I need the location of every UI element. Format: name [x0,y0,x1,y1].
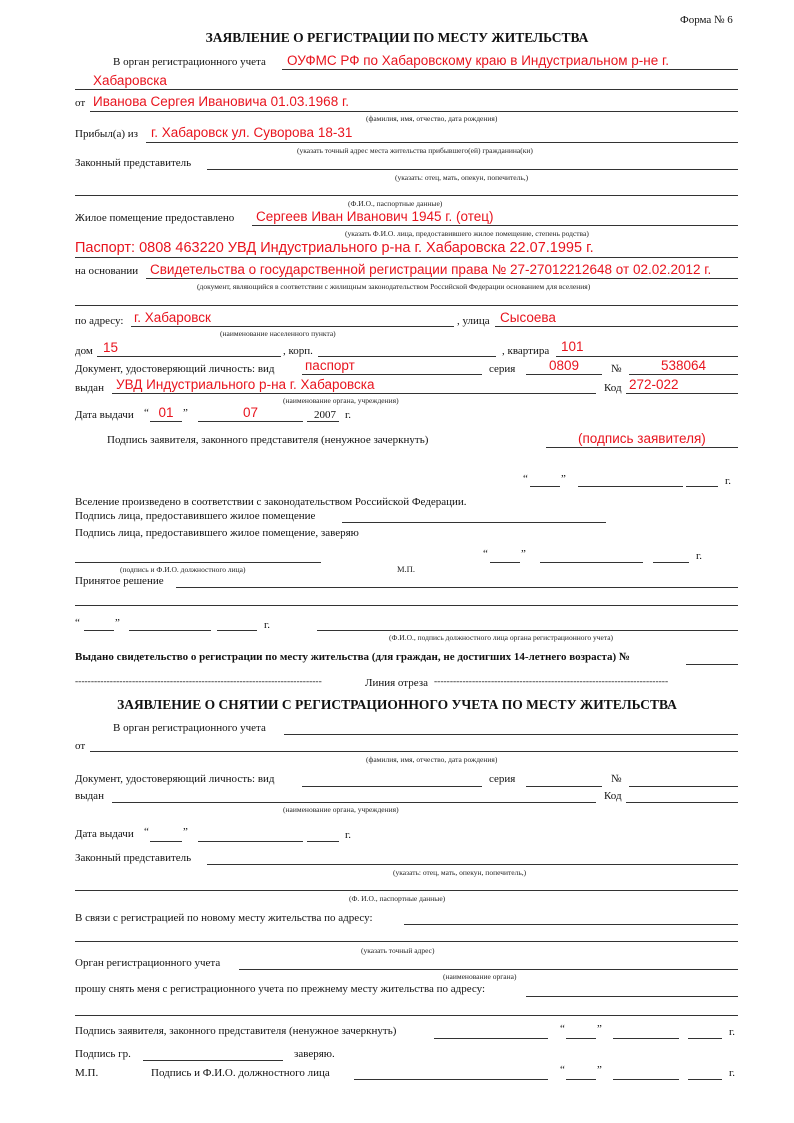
citizen-sign-label: Подпись гр. [75,1048,131,1060]
dereg-date-quote-close: ” [183,826,188,838]
arrived-line [146,142,738,143]
new-addr-line-2[interactable] [75,941,738,942]
housing-value[interactable]: Сергеев Иван Иванович 1945 г. (отец) [256,209,494,224]
num-line [629,374,738,375]
decision-date-quote-open: “ [75,617,80,629]
date-month-line [198,421,303,422]
organ-label: В орган регистрационного учета [113,56,266,68]
decision-official-line[interactable] [317,630,738,631]
corp-label: , корп. [283,345,313,357]
dereg-series-line[interactable] [526,786,602,787]
dereg-sign-day-line[interactable] [566,1038,596,1039]
sign-label: Подпись заявителя, законного представителя (ненужное зачеркнуть) [107,434,429,446]
address-label: по адресу: [75,315,124,327]
dereg-organ-line[interactable] [284,734,738,735]
apt-line [556,356,738,357]
organ2-hint: (наименование органа) [443,972,517,981]
dereg-official-year-line[interactable] [688,1079,722,1080]
issued-line [112,393,596,394]
decision-date-year-suffix: г. [264,619,271,631]
dereg-title: ЗАЯВЛЕНИЕ О СНЯТИИ С РЕГИСТРАЦИОННОГО УЧЕТА ПО МЕСТУ ЖИТЕЛЬСТВА [117,697,677,712]
provider-certify-label: Подпись лица, предоставившего жилое помещение, заверяю [75,527,359,539]
request-label: прошу снять меня с регистрационного учета по прежнему месту жительства по адресу: [75,983,486,995]
dereg-issued-line[interactable] [112,802,596,803]
organ2-label: Орган регистрационного учета [75,957,221,969]
code-value[interactable]: 272-022 [629,377,679,392]
dereg-rep-hint: (указать: отец, мать, опекун, попечитель,) [393,868,527,877]
series-label: серия [489,363,516,375]
from-label: от [75,97,86,109]
dereg-official-quote-open: “ [560,1064,565,1076]
basis-hint: (документ, являющийся в соответствии с жилищным законодательством Российской Федерации основанием для вселения) [197,282,591,291]
date-quote-open: “ [144,407,149,419]
dereg-official-sign-line[interactable] [354,1079,548,1080]
official-sign-line[interactable] [75,562,321,563]
address-hint: (наименование населенного пункта) [220,329,336,338]
dereg-date-day-line[interactable] [150,841,182,842]
citizen-sign-line[interactable] [143,1060,283,1061]
rep-line-2[interactable] [75,195,738,196]
date-day-value[interactable]: 01 [158,405,174,420]
rep-label: Законный представитель [75,157,192,169]
apt-label: , квартира [502,345,550,357]
dereg-date-month-line[interactable] [198,841,303,842]
series-line [526,374,602,375]
dereg-rep-hint-2: (Ф. И.О., паспортные данные) [349,894,446,903]
date-year-line [307,421,339,422]
official-hint: (подпись и Ф.И.О. должностного лица) [120,565,246,574]
dereg-rep-label: Законный представитель [75,852,192,864]
dereg-rep-line[interactable] [207,864,738,865]
dereg-official-year-suffix: г. [729,1067,736,1079]
passport-line [75,257,738,258]
date-year-value[interactable]: 2007 [314,409,336,421]
basis-label: на основании [75,265,139,277]
decision-label: Принятое решение [75,575,164,587]
doc-value[interactable]: паспорт [305,358,355,373]
dereg-doc-label: Документ, удостоверяющий личность: вид [75,773,275,785]
dereg-num-label: № [611,773,622,785]
apt-value[interactable]: 101 [561,339,584,354]
official-sign-label: Подпись и Ф.И.О. должностного лица [151,1067,330,1079]
organ-line-2 [75,89,738,90]
new-addr-label: В связи с регистрацией по новому месту жительства по адресу: [75,912,373,924]
dereg-sign-month-line[interactable] [613,1038,679,1039]
dereg-code-line[interactable] [626,802,738,803]
street-line [495,326,738,327]
dereg-official-quote-close: ” [597,1064,602,1076]
organ-value[interactable]: ОУФМС РФ по Хабаровскому краю в Индустриальном р-не г. [287,53,670,68]
dereg-from-line[interactable] [90,751,738,752]
corp-line[interactable] [318,356,496,357]
new-addr-hint: (указать точный адрес) [361,946,435,955]
date-year-suffix: г. [345,409,352,421]
arrived-label: Прибыл(а) из [75,128,138,140]
address-line [131,326,454,327]
dereg-date-quote-open: “ [144,826,149,838]
street-value[interactable]: Сысоева [500,310,556,325]
dereg-from-hint: (фамилия, имя, отчество, дата рождения) [366,755,498,764]
dereg-sign-year-suffix: г. [729,1026,736,1038]
doc-line [302,374,482,375]
dereg-code-label: Код [604,790,622,802]
decision-date-day-line[interactable] [84,630,114,631]
housing-label: Жилое помещение предоставлено [75,212,235,224]
date-label: Дата выдачи [75,409,134,421]
housing-line [252,225,738,226]
dereg-sign-quote-close: ” [597,1023,602,1035]
num-value[interactable]: 538064 [660,358,707,373]
form-number: Форма № 6 [680,14,733,26]
sign-line [546,447,738,448]
doc-label: Документ, удостоверяющий личность: вид [75,363,275,375]
dereg-rep-line-2[interactable] [75,890,738,891]
arrived-hint: (указать точный адрес места жительства прибывшего(ей) гражданина(ки) [297,146,533,155]
from-line [90,111,738,112]
decision-line[interactable] [176,587,738,588]
decision-date-year-line[interactable] [217,630,257,631]
rep-hint-2: (Ф.И.О., паспортные данные) [348,199,443,208]
issued-value[interactable]: УВД Индустриального р-на г. Хабаровска [116,377,375,392]
dereg-series-label: серия [489,773,516,785]
dereg-from-label: от [75,740,86,752]
dereg-issued-hint: (наименование органа, учреждения) [283,805,399,814]
certify-date-month-line[interactable] [540,562,643,563]
cut-dashes-left: ------------------------------------------------------------------------------ [75,677,322,687]
issued-label: выдан [75,382,104,394]
sign-date-quote-close: ” [561,473,566,485]
dereg-sign-year-line[interactable] [688,1038,722,1039]
sign-date-day-line[interactable] [530,486,560,487]
street-label: , улица [457,315,490,327]
dereg-organ-label: В орган регистрационного учета [113,722,266,734]
house-line [97,356,281,357]
dereg-num-line[interactable] [629,786,738,787]
basis-line-2 [75,305,738,306]
house-value[interactable]: 15 [103,340,119,355]
certify-date-quote-close: ” [521,548,526,560]
dereg-sign-line[interactable] [434,1038,548,1039]
sign-date-month-line[interactable] [578,486,683,487]
moved-text: Вселение произведено в соответствии с законодательством Российской Федерации. [75,496,467,508]
decision-date-month-line[interactable] [129,630,211,631]
dereg-date-year-suffix: г. [345,829,352,841]
arrived-value[interactable]: г. Хабаровск ул. Суворова 18-31 [151,125,353,140]
rep-hint: (указать: отец, мать, опекун, попечитель,) [395,173,529,182]
dereg-doc-line[interactable] [302,786,482,787]
rep-line[interactable] [207,169,738,170]
organ-line [282,69,738,70]
date-month-value[interactable]: 07 [242,405,259,420]
certify-date-quote-open: “ [483,548,488,560]
code-label: Код [604,382,622,394]
from-value[interactable]: Иванова Сергея Ивановича 01.03.1968 г. [93,94,349,109]
dereg-date-year-line[interactable] [307,841,339,842]
request-line[interactable] [526,996,738,997]
house-label: дом [75,345,93,357]
certify-date-year-line[interactable] [653,562,689,563]
date-quote-close: ” [183,407,188,419]
basis-value[interactable]: Свидетельства о государственной регистрации права № 27-27012212648 от 02.02.2012 г. [150,262,712,277]
issued-hint: (наименование органа, учреждения) [283,396,399,405]
cut-line-label: Линия отреза [365,677,428,689]
dereg-sign-label: Подпись заявителя, законного представителя (ненужное зачеркнуть) [75,1025,397,1037]
organ2-line[interactable] [239,969,738,970]
from-hint: (фамилия, имя, отчество, дата рождения) [366,114,498,123]
certify-date-year-suffix: г. [696,550,703,562]
dereg-sign-quote-open: “ [560,1023,565,1035]
certify-label: заверяю. [294,1048,335,1060]
housing-hint: (указать Ф.И.О. лица, предоставившего жилое помещение, степень родства) [345,229,589,238]
series-value[interactable]: 0809 [548,358,580,373]
official-hint-2: (Ф.И.О., подпись должностного лица органа регистрационного учета) [389,633,614,642]
sign-value[interactable]: (подпись заявителя) [578,431,706,446]
num-label: № [611,363,622,375]
stamp-place: М.П. [397,564,415,574]
sign-date-quote-open: “ [523,473,528,485]
organ-value-cont[interactable]: Хабаровска [93,73,167,88]
dereg-official-month-line[interactable] [613,1079,679,1080]
dereg-date-label: Дата выдачи [75,828,134,840]
new-addr-line[interactable] [404,924,738,925]
dereg-stamp-place: М.П. [75,1067,99,1079]
dereg-issued-label: выдан [75,790,104,802]
provider-sign-label: Подпись лица, предоставившего жилое помещение [75,510,316,522]
certificate-number-line[interactable] [686,664,738,665]
sign-date-year-suffix: г. [725,475,732,487]
sign-date-year-line[interactable] [686,486,718,487]
date-day-line [150,421,182,422]
cut-dashes-right: -------------------------------------------------------------------------- [434,677,669,687]
dereg-official-day-line[interactable] [566,1079,596,1080]
passport-value[interactable]: Паспорт: 0808 463220 УВД Индустриального р-на г. Хабаровска 22.07.1995 г. [75,240,594,256]
certificate-text: Выдано свидетельство о регистрации по месту жительства (для граждан, не достигших 14-летнего возраста) № [75,651,631,663]
decision-date-quote-close: ” [115,617,120,629]
page-title: ЗАЯВЛЕНИЕ О РЕГИСТРАЦИИ ПО МЕСТУ ЖИТЕЛЬСТВА [205,30,589,45]
basis-line [146,278,738,279]
request-line-2[interactable] [75,1015,738,1016]
provider-sign-line[interactable] [342,522,606,523]
certify-date-day-line[interactable] [490,562,520,563]
code-line [626,393,738,394]
address-value[interactable]: г. Хабаровск [134,310,211,325]
decision-line-2[interactable] [75,605,738,606]
